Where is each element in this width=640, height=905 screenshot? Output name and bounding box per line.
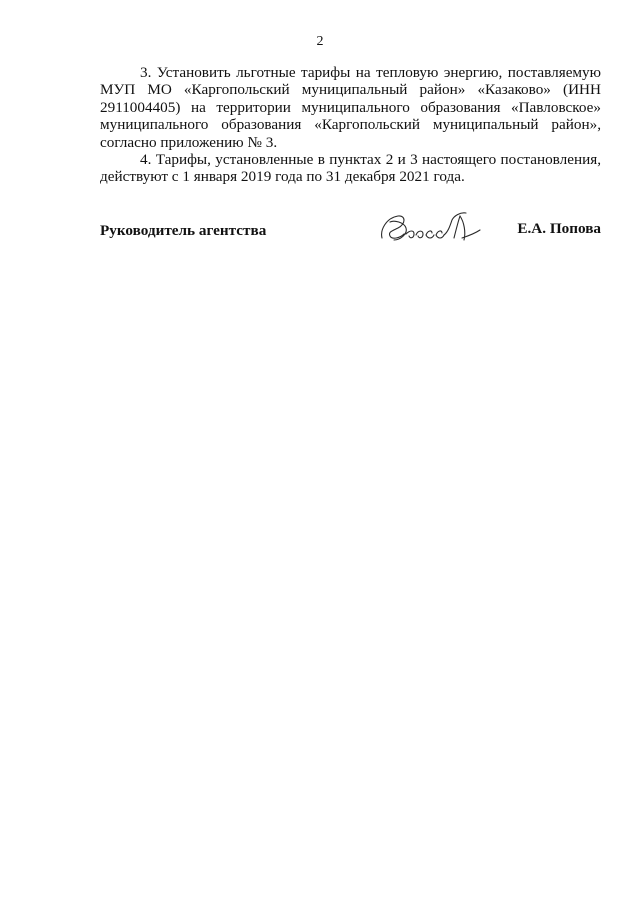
- signer-title: Руководитель агентства: [100, 222, 267, 239]
- handwritten-signature: [376, 208, 486, 248]
- signer-name: Е.А. Попова: [517, 220, 601, 237]
- paragraph-item-3: 3. Установить льготные тарифы на тепловую энергию, поставляемую МУП МО «Каргопольский муниципальный район» «Казаково» (ИНН 2911004405) на территории муниципального образования «Павловское» муниципального образования «Каргопольский муниципальный район», согласно приложению № 3.: [100, 64, 601, 151]
- page-number: 2: [316, 34, 324, 49]
- paragraph-item-4: 4. Тарифы, установленные в пунктах 2 и 3 настоящего постановления, действуют с 1 января 2019 года по 31 декабря 2021 года.: [100, 151, 601, 186]
- body-text: [100, 64, 601, 186]
- signature-block: [100, 208, 601, 252]
